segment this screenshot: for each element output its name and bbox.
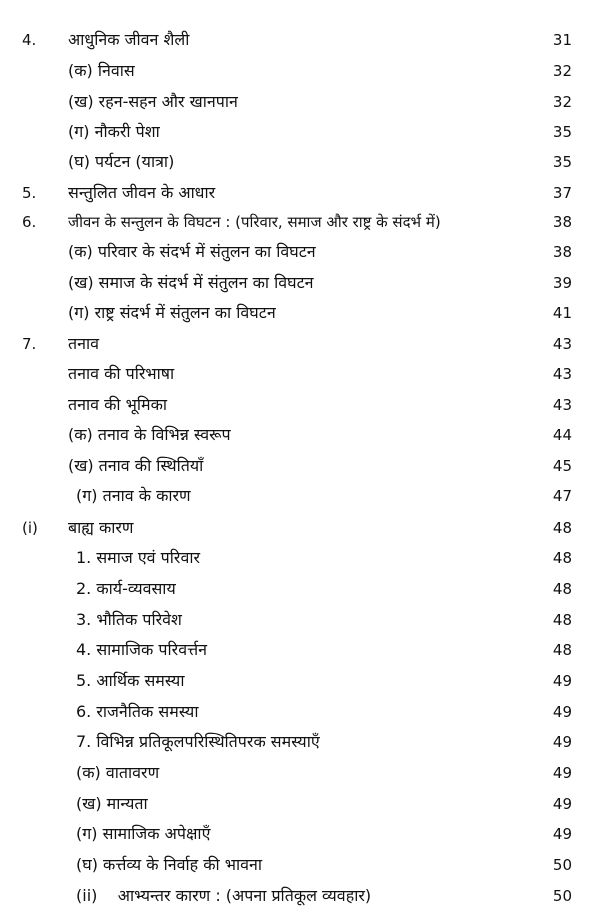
entry-title: (ii) आभ्यन्तर कारण : (अपना प्रतिकूल व्यवहार)	[76, 886, 372, 905]
entry-page: 47	[552, 487, 572, 505]
toc-entry	[0, 87, 600, 117]
toc-entry	[0, 666, 600, 696]
toc-entry	[0, 298, 600, 328]
entry-title: (ख) तनाव की स्थितियाँ	[68, 456, 204, 475]
entry-page: 49	[552, 764, 572, 782]
toc-entry	[0, 697, 600, 727]
entry-title: बाह्य कारण	[68, 518, 134, 537]
entry-title: जीवन के सन्तुलन के विघटन : (परिवार, समाज और राष्ट्र के संदर्भ में)	[68, 213, 441, 231]
entry-page: 43	[552, 365, 572, 383]
entry-page: 35	[552, 123, 572, 141]
entry-page: 48	[552, 641, 572, 659]
toc-entry	[0, 268, 600, 298]
entry-page: 38	[552, 213, 572, 231]
entry-page: 32	[552, 93, 572, 111]
entry-page: 49	[552, 672, 572, 690]
entry-page: 48	[552, 549, 572, 567]
entry-title: तनाव	[68, 334, 100, 353]
entry-page: 48	[552, 611, 572, 629]
toc-entry	[0, 25, 600, 55]
entry-number: (i)	[22, 519, 38, 537]
entry-title: (ग) राष्ट्र संदर्भ में संतुलन का विघटन	[68, 303, 276, 322]
entry-title: (क) निवास	[68, 61, 135, 80]
entry-page: 43	[552, 335, 572, 353]
entry-page: 49	[552, 733, 572, 751]
toc-entry	[0, 329, 600, 359]
entry-title: 5. आर्थिक समस्या	[76, 671, 185, 690]
entry-title: 2. कार्य-व्यवसाय	[76, 579, 176, 598]
toc-entry	[0, 451, 600, 481]
entry-title: (ग) सामाजिक अपेक्षाएँ	[76, 824, 211, 843]
toc-entry	[0, 117, 600, 147]
toc-entry	[0, 481, 600, 511]
entry-page: 38	[552, 243, 572, 261]
toc-entry	[0, 56, 600, 86]
toc-entry	[0, 513, 600, 543]
entry-page: 37	[552, 184, 572, 202]
entry-title: 4. सामाजिक परिवर्त्तन	[76, 640, 208, 659]
entry-page: 41	[552, 304, 572, 322]
entry-title: 7. विभिन्न प्रतिकूलपरिस्थितिपरक समस्याएँ	[76, 732, 320, 751]
entry-title: (क) वातावरण	[76, 763, 160, 782]
toc-entry	[0, 850, 600, 880]
toc-entry	[0, 789, 600, 819]
toc-entry	[0, 420, 600, 450]
entry-title: आधुनिक जीवन शैली	[68, 30, 190, 49]
entry-title: तनाव की परिभाषा	[68, 364, 175, 383]
entry-number: 4.	[22, 31, 37, 49]
entry-page: 43	[552, 396, 572, 414]
entry-title: (ख) मान्यता	[76, 794, 148, 813]
toc-entry	[0, 543, 600, 573]
entry-title: 1. समाज एवं परिवार	[76, 548, 201, 567]
entry-title: (ग) तनाव के कारण	[76, 486, 191, 505]
toc-entry	[0, 574, 600, 604]
entry-title: (ग) नौकरी पेशा	[68, 122, 160, 141]
entry-title: (ख) रहन-सहन और खानपान	[68, 92, 238, 111]
toc-entry	[0, 881, 600, 911]
entry-page: 32	[552, 62, 572, 80]
toc-entry	[0, 605, 600, 635]
entry-title: (क) तनाव के विभिन्न स्वरूप	[68, 425, 231, 444]
toc-entry	[0, 237, 600, 267]
entry-page: 49	[552, 795, 572, 813]
entry-number: 7.	[22, 335, 37, 353]
entry-page: 50	[552, 856, 572, 874]
entry-title: 6. राजनैतिक समस्या	[76, 702, 199, 721]
entry-title: 3. भौतिक परिवेश	[76, 610, 182, 629]
entry-page: 48	[552, 580, 572, 598]
toc-entry	[0, 819, 600, 849]
entry-page: 49	[552, 703, 572, 721]
entry-page: 45	[552, 457, 572, 475]
entry-page: 31	[552, 31, 572, 49]
entry-title: (घ) पर्यटन (यात्रा)	[68, 152, 175, 171]
entry-title: सन्तुलित जीवन के आधार	[68, 183, 216, 202]
toc-entry	[0, 178, 600, 208]
entry-number: 5.	[22, 184, 37, 202]
toc-entry	[0, 390, 600, 420]
toc-entry	[0, 359, 600, 389]
entry-number: 6.	[22, 213, 37, 231]
entry-page: 48	[552, 519, 572, 537]
entry-title: (ख) समाज के संदर्भ में संतुलन का विघटन	[68, 273, 314, 292]
entry-title: (घ) कर्त्तव्य के निर्वाह की भावना	[76, 855, 263, 874]
entry-title: तनाव की भूमिका	[68, 395, 168, 414]
toc-entry	[0, 207, 600, 237]
toc-entry	[0, 758, 600, 788]
entry-page: 49	[552, 825, 572, 843]
toc-entry	[0, 635, 600, 665]
entry-page: 44	[552, 426, 572, 444]
entry-title: (क) परिवार के संदर्भ में संतुलन का विघटन	[68, 242, 316, 261]
toc-entry	[0, 727, 600, 757]
entry-page: 39	[552, 274, 572, 292]
toc-entry	[0, 147, 600, 177]
entry-page: 50	[552, 887, 572, 905]
entry-page: 35	[552, 153, 572, 171]
